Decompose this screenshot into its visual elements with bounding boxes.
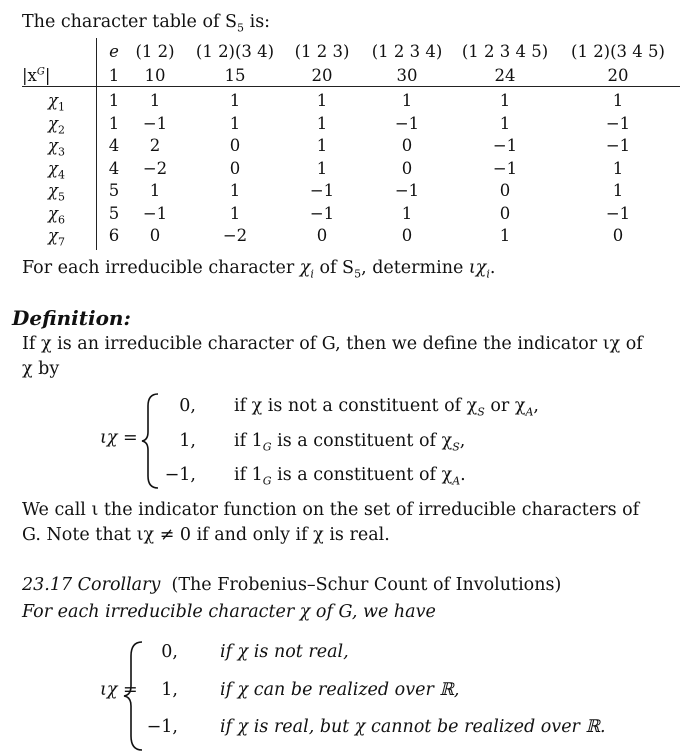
corollary-case-value: 0, [161,642,178,662]
corollary-case-value: −1, [146,717,178,737]
character-value: 1 [499,91,511,110]
class-header: e [109,42,119,61]
class-size: 20 [311,66,333,85]
definition-line-1: If χ is an irreducible character of G, then we define the indicator ιχ of [22,334,643,354]
character-value: 1 [229,203,241,223]
character-value: −1 [492,158,518,178]
character-value: 1 [316,113,328,133]
character-value: 0 [229,136,241,155]
character-value: 1 [401,203,413,223]
character-value: 0 [401,226,413,245]
character-value: 4 [108,136,120,155]
character-value: −1 [309,203,335,223]
character-value: −1 [142,113,168,133]
character-value: 1 [229,113,241,133]
character-value: 1 [108,91,120,110]
character-value: 1 [612,91,624,110]
character-value: −1 [142,203,168,223]
character-value: −1 [394,181,420,200]
character-value: 2 [149,136,161,155]
class-size: 15 [224,66,246,85]
character-value: 1 [229,91,241,110]
character-value: 1 [229,181,241,200]
question-text: For each irreducible character $\chi_i$ of $S_5$, determine $\iota\chi_i$. [22,258,496,281]
class-size: 10 [144,66,166,85]
character-value: 0 [316,226,328,245]
character-value: −1 [492,136,518,155]
definition-lhs: ιχ = [100,428,138,448]
corollary-left-brace [122,640,146,752]
class-header: (1 2) [135,42,175,61]
character-value: 1 [316,158,328,178]
character-value: 0 [229,158,241,178]
class-header: (1 2 3 4) [371,42,443,61]
class-size-label: $|x^G|$ [22,66,51,85]
definition-left-brace [140,392,162,490]
character-value: 5 [108,203,120,223]
character-row-label: $\chi_4$ [48,158,65,181]
definition-case-condition: if $1_G$ is a constituent of $\chi_A$. [234,465,466,488]
character-row-label: $\chi_3$ [48,136,65,159]
character-row-label: $\chi_2$ [48,113,65,136]
character-value: 1 [499,113,511,133]
definition-case-value: 1, [179,431,196,451]
table-intro: The character table of $S_5$ is: [22,12,271,35]
definition-case-value: −1, [164,465,196,485]
character-value: 1 [499,226,511,245]
character-value: 1 [316,136,328,155]
character-value: −2 [222,226,248,245]
class-header: (1 2 3 4 5) [461,42,549,61]
character-row-label: $\chi_6$ [48,203,65,226]
character-value: 0 [612,226,624,245]
definition-case-condition: if $1_G$ is a constituent of $\chi_S$, [234,431,466,454]
corollary-statement: For each irreducible character χ of G, we have [22,602,436,622]
corollary-case-condition: if χ is real, but χ cannot be realized over ℝ. [220,717,606,737]
character-value: 1 [149,91,161,110]
character-value: 6 [108,226,120,245]
character-value: −1 [309,181,335,200]
definition-after-2: G. Note that ιχ ≠ 0 if and only if χ is real. [22,525,390,545]
character-value: 1 [149,181,161,200]
character-value: 4 [108,158,120,178]
class-header: (1 2)(3 4) [195,42,275,61]
character-value: 0 [499,181,511,200]
class-size: 30 [396,66,418,85]
class-size: 1 [108,66,120,85]
character-value: 0 [499,203,511,223]
character-value: 1 [108,113,120,133]
class-header: (1 2)(3 4 5) [571,42,665,61]
character-value: 1 [401,91,413,110]
definition-case-value: 0, [179,396,196,416]
character-value: 0 [401,158,413,178]
character-row-label: $\chi_1$ [48,91,65,114]
character-table [22,38,680,254]
definition-after-1: We call ι the indicator function on the set of irreducible characters of [22,500,640,520]
table-horizontal-rule [22,86,680,87]
character-value: 1 [612,158,624,178]
character-value: −1 [605,113,631,133]
character-value: −2 [142,158,168,178]
corollary-case-value: 1, [161,680,178,700]
class-size: 24 [494,66,516,85]
character-value: −1 [605,203,631,223]
definition-case-condition: if χ is not a constituent of $\chi_S$ or $\chi_A$, [234,396,539,419]
definition-line-2: χ by [22,359,60,379]
character-value: 0 [401,136,413,155]
character-value: −1 [605,136,631,155]
class-header: (1 2 3) [294,42,350,61]
character-value: 1 [612,181,624,200]
class-size: 20 [607,66,629,85]
corollary-lhs: ιχ = [100,680,138,700]
character-value: 0 [149,226,161,245]
character-row-label: $\chi_5$ [48,181,65,204]
definition-title: Definition: [12,306,131,330]
character-value: −1 [394,113,420,133]
character-value: 1 [316,91,328,110]
corollary-heading: 23.17 Corollary (The Frobenius–Schur Count of Involutions) [22,575,562,595]
table-vertical-rule [96,38,97,250]
corollary-case-condition: if χ can be realized over ℝ, [220,680,460,700]
character-value: 5 [108,181,120,200]
corollary-case-condition: if χ is not real, [220,642,349,662]
character-row-label: $\chi_7$ [48,226,65,249]
